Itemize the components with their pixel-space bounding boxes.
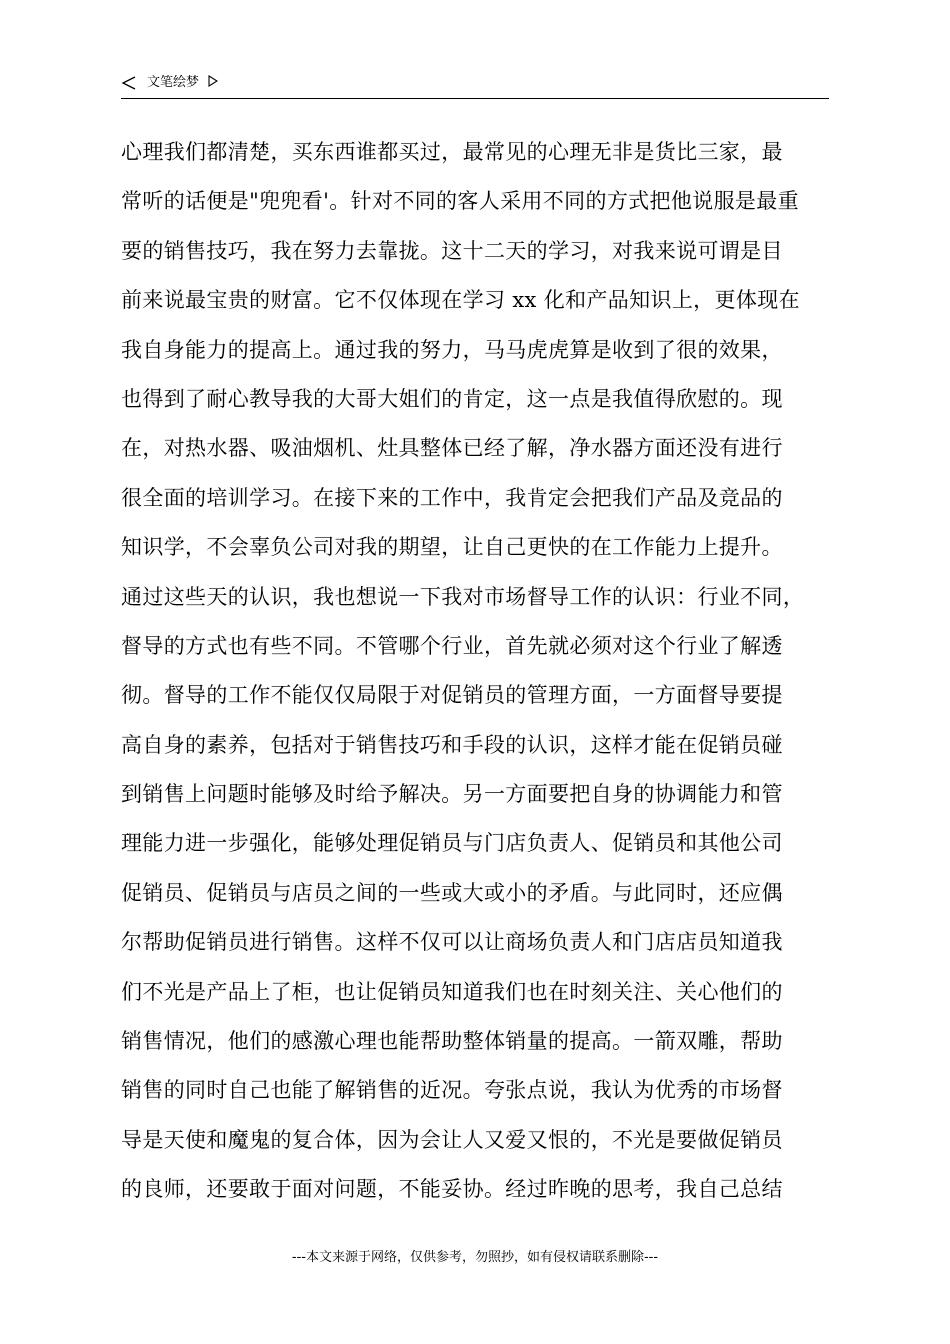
left-triangle-icon [121, 75, 137, 91]
text-line: 销售情况，他们的感激心理也能帮助整体销量的提高。一箭双雕，帮助 [121, 1029, 783, 1054]
text-line: 在，对热水器、吸油烟机、灶具整体已经了解，净水器方面还没有进行 [121, 436, 783, 461]
text-line: 彻。督导的工作不能仅仅局限于对促销员的管理方面，一方面督导要提 [121, 683, 783, 708]
footer-notice: ---本文来源于网络，仅供参考，勿照抄，如有侵权请联系删除--- [291, 1250, 659, 1265]
header-title: 文笔绘梦 [147, 75, 200, 90]
text-line: 销售的同时自己也能了解销售的近况。夸张点说，我认为优秀的市场督 [121, 1078, 783, 1103]
body-text [121, 128, 831, 1215]
text-line: 心理我们都清楚，买东西谁都买过，最常见的心理无非是货比三家，最 [121, 140, 783, 164]
text-line: 导是天使和魔鬼的复合体，因为会让人又爱又恨的，不光是要做促销员 [121, 1127, 783, 1152]
text-line: 前来说最宝贵的财富。它不仅体现在学习 xx 化和产品知识上，更体现在 [121, 288, 800, 313]
text-line: 高自身的素养，包括对于销售技巧和手段的认识，这样才能在促销员碰 [121, 732, 783, 757]
text-line: 要的销售技巧，我在努力去靠拢。这十二天的学习，对我来说可谓是目 [121, 238, 783, 263]
text-line: 们不光是产品上了柜，也让促销员知道我们也在时刻关注、关心他们的 [121, 979, 783, 1004]
right-triangle-icon [208, 75, 218, 87]
text-line: 到销售上问题时能够及时给予解决。另一方面要把自身的协调能力和管 [121, 782, 783, 807]
text-line: 也得到了耐心教导我的大哥大姐们的肯定，这一点是我值得欣慰的。现 [121, 386, 783, 411]
text-line: 常听的话便是"兜兜看'。针对不同的客人采用不同的方式把他说服是最重 [121, 189, 799, 214]
text-line: 很全面的培训学习。在接下来的工作中，我肯定会把我们产品及竞品的 [121, 485, 783, 510]
text-line: 督导的方式也有些不同。不管哪个行业，首先就必须对这个行业了解透 [121, 633, 783, 658]
text-line: 理能力进一步强化，能够处理促销员与门店负责人、促销员和其他公司 [121, 831, 783, 856]
text-line: 尔帮助促销员进行销售。这样不仅可以让商场负责人和门店店员知道我 [121, 930, 783, 955]
text-line: 通过这些天的认识，我也想说一下我对市场督导工作的认识：行业不同， [121, 584, 805, 609]
text-line: 的良师，还要敢于面对问题，不能妥协。经过昨晚的思考，我自己总结 [121, 1177, 783, 1202]
text-line: 促销员、促销员与店员之间的一些或大或小的矛盾。与此同时，还应偶 [121, 880, 783, 905]
text-line: 我自身能力的提高上。通过我的努力，马马虎虎算是收到了很的效果， [121, 337, 783, 362]
page-header [121, 72, 829, 99]
text-line: 知识学，不会辜负公司对我的期望，让自己更快的在工作能力上提升。 [121, 535, 783, 560]
